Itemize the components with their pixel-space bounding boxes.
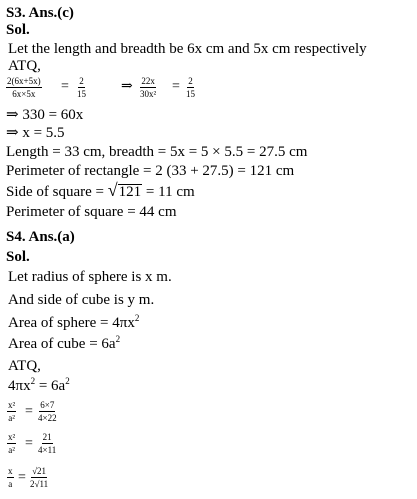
s3-fraction-4-denominator: 15 (186, 89, 195, 99)
s4-ratio-1-left-numerator: x² (8, 400, 16, 410)
s3-length-breadth-line: Length = 33 cm, breadth = 5x = 5 × 5.5 = 27.5 cm (6, 144, 308, 160)
s4-ratio-3-right (30, 466, 48, 489)
s4-ratio-3-right-denominator: 2√11 (30, 479, 49, 489)
s4-equation-right: = 6a (35, 378, 66, 394)
s4-cube-side-line: And side of cube is y m. (8, 292, 155, 308)
s4-ratio-3-equals: = (18, 470, 26, 485)
s4-cube-area-exponent: 2 (115, 334, 121, 344)
s3-fraction-1-denominator: 6x×5x (12, 89, 36, 99)
s3-square-side-suffix: = 11 cm (142, 184, 195, 200)
s4-ratio-2-left-numerator: x² (8, 432, 16, 442)
s3-fraction-2-denominator: 15 (77, 89, 86, 99)
s3-square-side-radicand: 121 (118, 184, 142, 200)
s4-ratio-1-equals: = (25, 404, 33, 419)
s4-ratio-3-left (7, 466, 14, 489)
s4-sphere-area-exponent: 2 (134, 313, 140, 323)
s3-square-side-prefix: Side of square = (6, 184, 108, 200)
s3-fraction-3 (140, 76, 156, 99)
s3-fraction-1-numerator: 2(6x+5x) (7, 76, 41, 86)
s4-equation-left: 4πx (8, 378, 31, 394)
s4-equation-left-exponent: 2 (30, 376, 36, 386)
s3-square-side-line (6, 181, 195, 201)
s4-ratio-3-left-numerator: x (8, 466, 13, 476)
s3-equation-330: ⇒ 330 = 60x (6, 107, 84, 123)
s4-cube-area-line (8, 335, 120, 353)
s3-sol-label: Sol. (6, 22, 30, 38)
s3-assumption-line: Let the length and breadth be 6x cm and 5x cm respectively (8, 41, 367, 57)
s3-fraction-4-numerator: 2 (188, 76, 193, 86)
s3-fraction-2 (77, 76, 86, 99)
s3-fraction-1 (6, 76, 42, 99)
radical-sign-icon: √ (107, 180, 118, 200)
s4-atq-label: ATQ, (8, 358, 41, 374)
s4-cube-area-text: Area of cube = 6a (8, 336, 116, 352)
s3-square-perimeter-line: Perimeter of square = 44 cm (6, 204, 177, 220)
s4-sphere-area-line (8, 314, 139, 332)
s3-implies-arrow: ⇒ (121, 79, 133, 94)
s4-ratio-2-equals: = (25, 436, 33, 451)
s3-fraction-3-denominator: 30x² (140, 89, 157, 99)
s3-heading: S3. Ans.(c) (6, 5, 74, 21)
s3-equation-x: ⇒ x = 5.5 (6, 125, 65, 141)
s4-ratio-1-right-numerator: 6×7 (40, 400, 55, 410)
s4-ratio-2-left-denominator: a² (8, 445, 15, 455)
s3-fraction-2-numerator: 2 (79, 76, 84, 86)
s4-ratio-2-right-denominator: 4×11 (38, 445, 57, 455)
s4-equation-right-exponent: 2 (65, 376, 70, 386)
s4-ratio-1-left-denominator: a² (8, 413, 15, 423)
s4-equation-line (8, 377, 70, 395)
s3-fraction-3-numerator: 22x (141, 76, 155, 86)
s3-atq-label: ATQ, (8, 58, 41, 74)
s4-ratio-1-left (7, 400, 16, 423)
s4-ratio-2-left (7, 432, 16, 455)
s4-sphere-area-text: Area of sphere = 4πx (8, 315, 135, 331)
s4-ratio-1-right-denominator: 4×22 (38, 413, 57, 423)
s4-ratio-3-right-numerator: √21 (32, 466, 47, 476)
s3-rectangle-perimeter-line: Perimeter of rectangle = 2 (33 + 27.5) = 121 cm (6, 163, 295, 179)
s3-equals-2: = (172, 79, 180, 94)
s4-ratio-2-right-numerator: 21 (42, 432, 52, 442)
s4-ratio-1-right (38, 400, 57, 423)
s3-equals-1: = (61, 79, 69, 94)
s4-radius-line: Let radius of sphere is x m. (8, 269, 172, 285)
s4-ratio-3-left-denominator: a (8, 479, 13, 489)
s3-fraction-4 (186, 76, 195, 99)
s4-heading: S4. Ans.(a) (6, 229, 75, 245)
s4-sol-label: Sol. (6, 249, 30, 265)
s4-ratio-2-right (38, 432, 56, 455)
